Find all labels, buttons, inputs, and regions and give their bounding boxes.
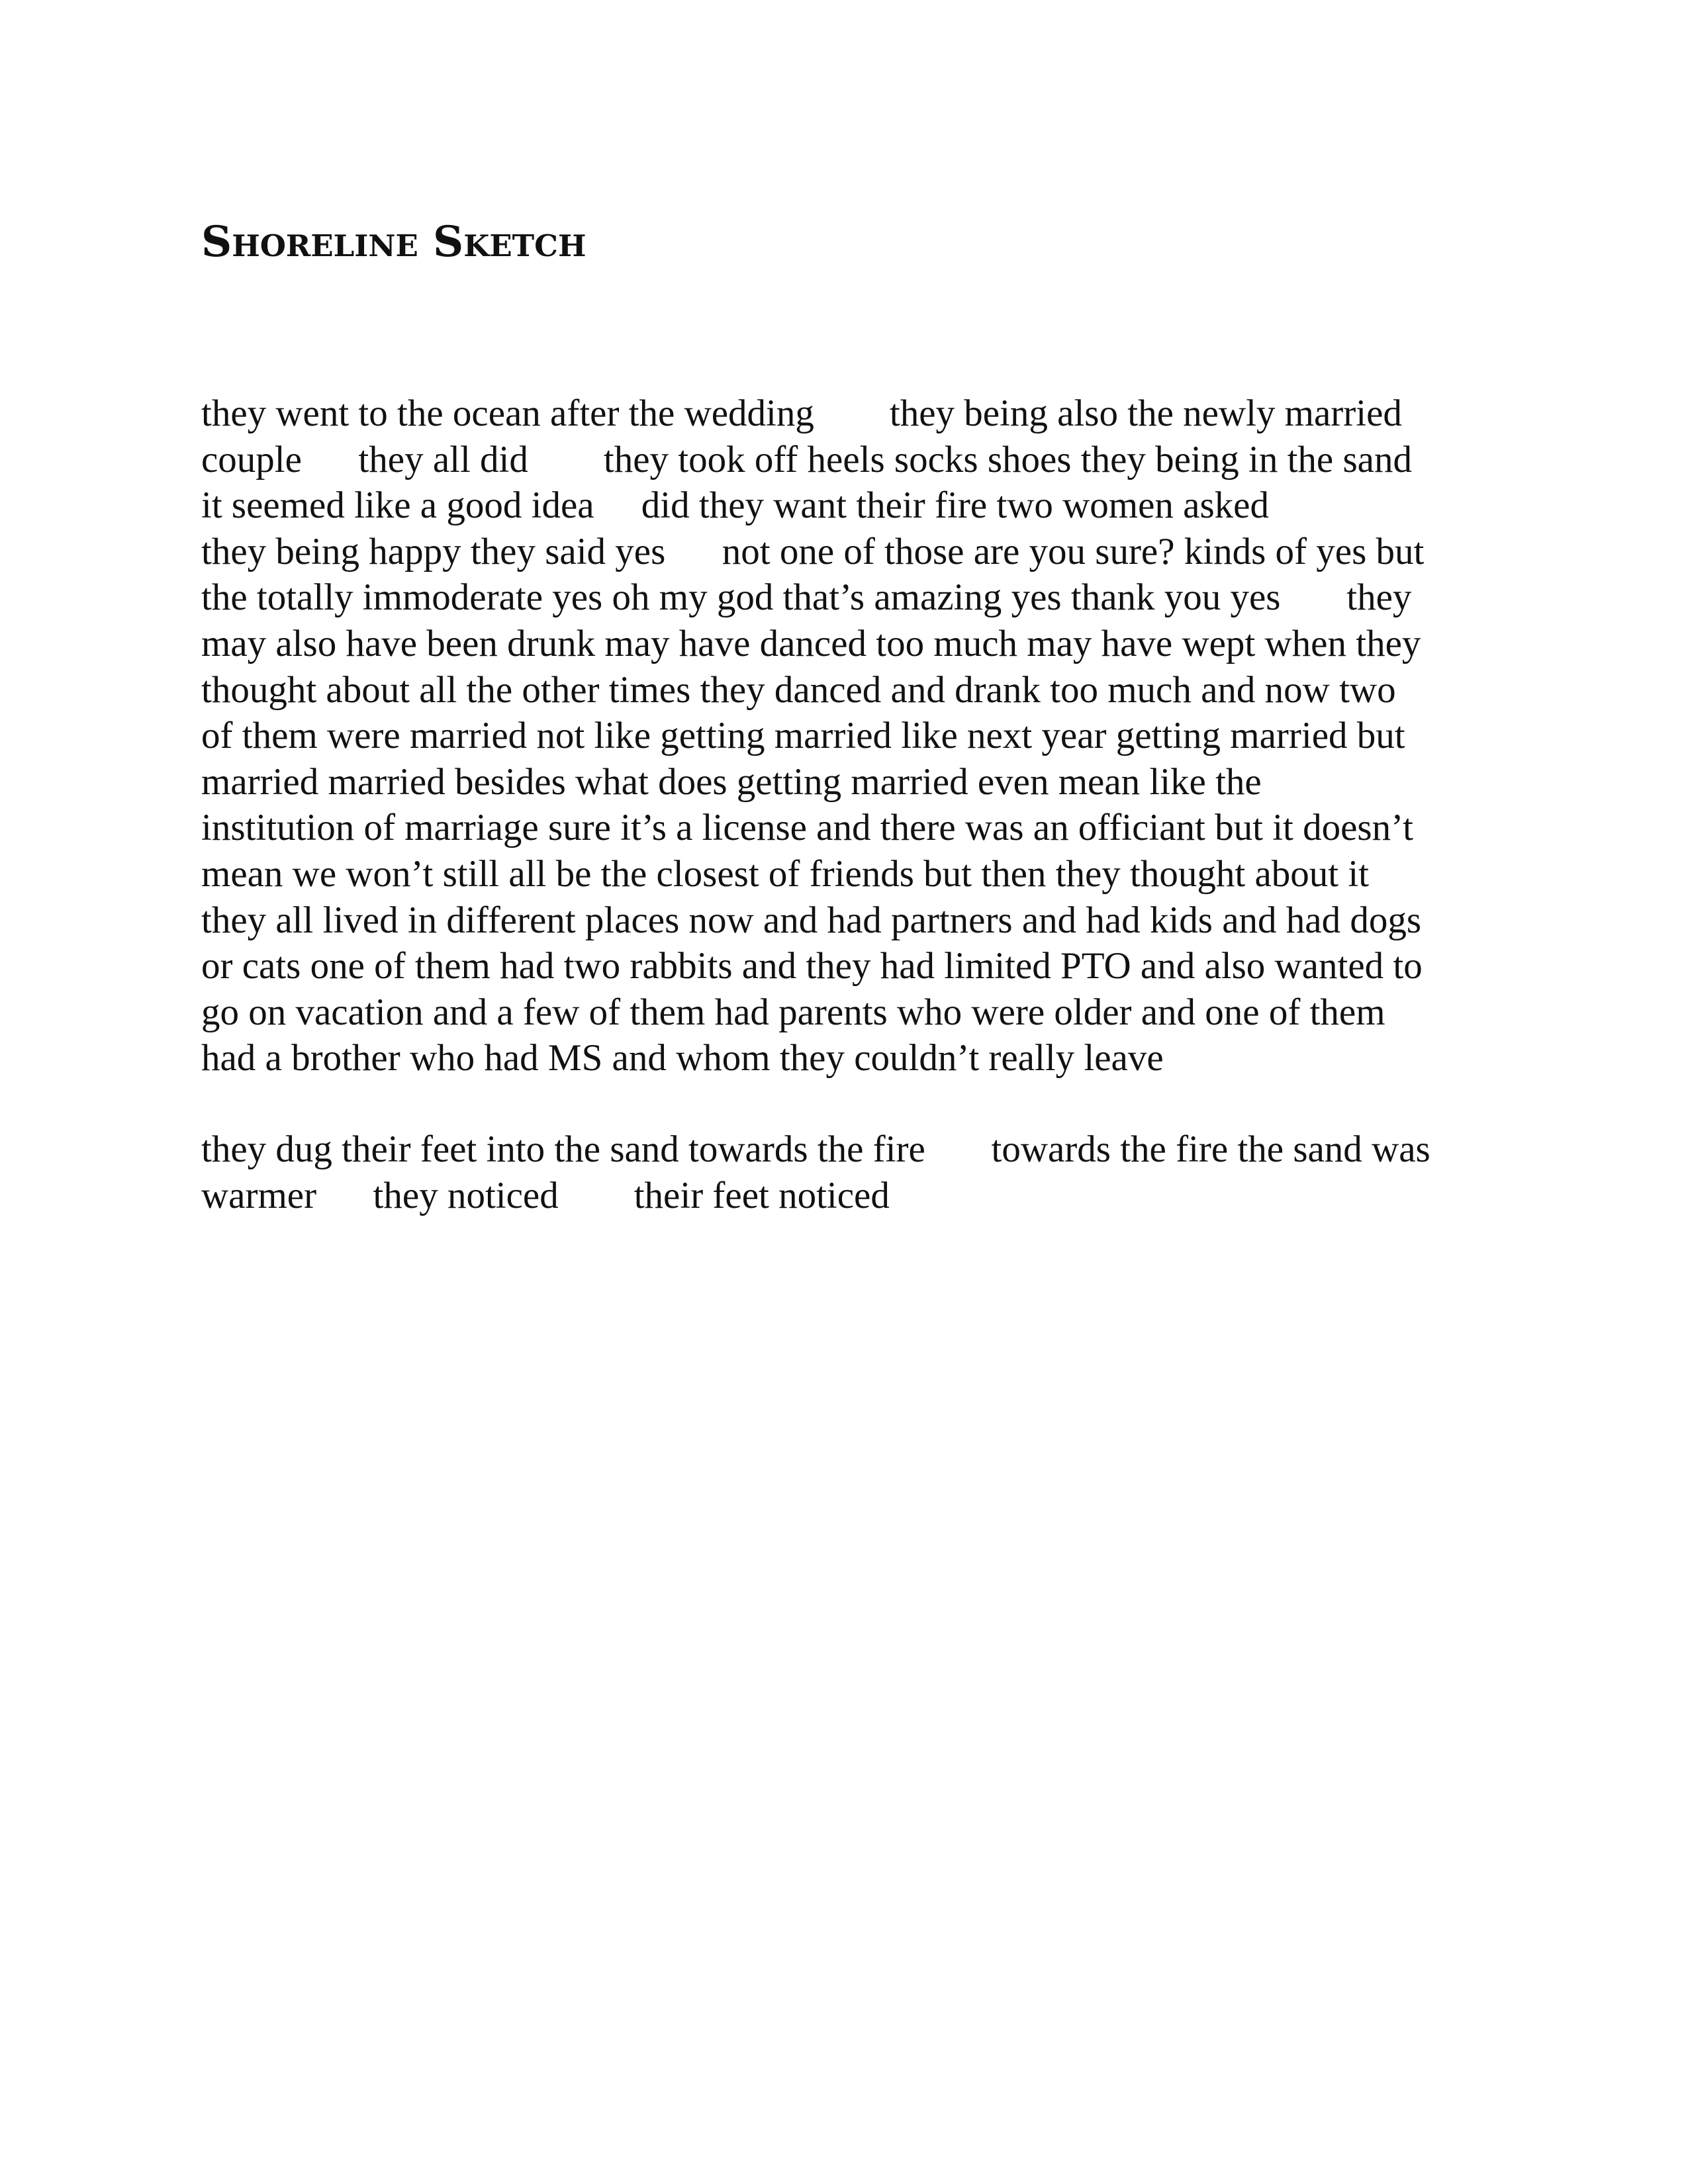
- poem-line: of them were married not like getting married like next year getting married but: [201, 715, 1405, 757]
- poem-line: they being happy they said yes not one of those are you sure? kinds of yes but: [201, 530, 1425, 572]
- poem-line: may also have been drunk may have danced too much may have wept when they: [201, 622, 1421, 664]
- poem-line: mean we won’t still all be the closest of friends but then they thought about it: [201, 852, 1370, 895]
- stanza-2: [201, 1126, 1591, 1218]
- poem-line: had a brother who had MS and whom they couldn’t really leave: [201, 1037, 1164, 1079]
- poem-line: married married besides what does getting married even mean like the: [201, 760, 1262, 803]
- poem-line: the totally immoderate yes oh my god that’s amazing yes thank you yes they: [201, 576, 1412, 619]
- poem-line: it seemed like a good idea did they want their fire two women asked: [201, 484, 1269, 527]
- poem-line: warmer they noticed their feet noticed: [201, 1174, 890, 1216]
- poem-line: they dug their feet into the sand towards the fire towards the fire the sand was: [201, 1128, 1430, 1170]
- poem-line: or cats one of them had two rabbits and they had limited PTO and also wanted to: [201, 945, 1423, 987]
- poem-line: couple they all did they took off heels socks shoes they being in the sand: [201, 438, 1412, 480]
- stanza-1: [201, 390, 1591, 1081]
- poem-line: institution of marriage sure it’s a license and there was an officiant but it doesn’t: [201, 807, 1413, 849]
- poem-line: go on vacation and a few of them had parents who were older and one of them: [201, 991, 1385, 1033]
- poem-line: thought about all the other times they danced and drank too much and now two: [201, 668, 1396, 711]
- poem-line: they went to the ocean after the wedding they being also the newly married: [201, 392, 1402, 434]
- poem-line: they all lived in different places now and had partners and had kids and had dogs: [201, 899, 1422, 941]
- poem-title: Shoreline Sketch: [201, 217, 586, 267]
